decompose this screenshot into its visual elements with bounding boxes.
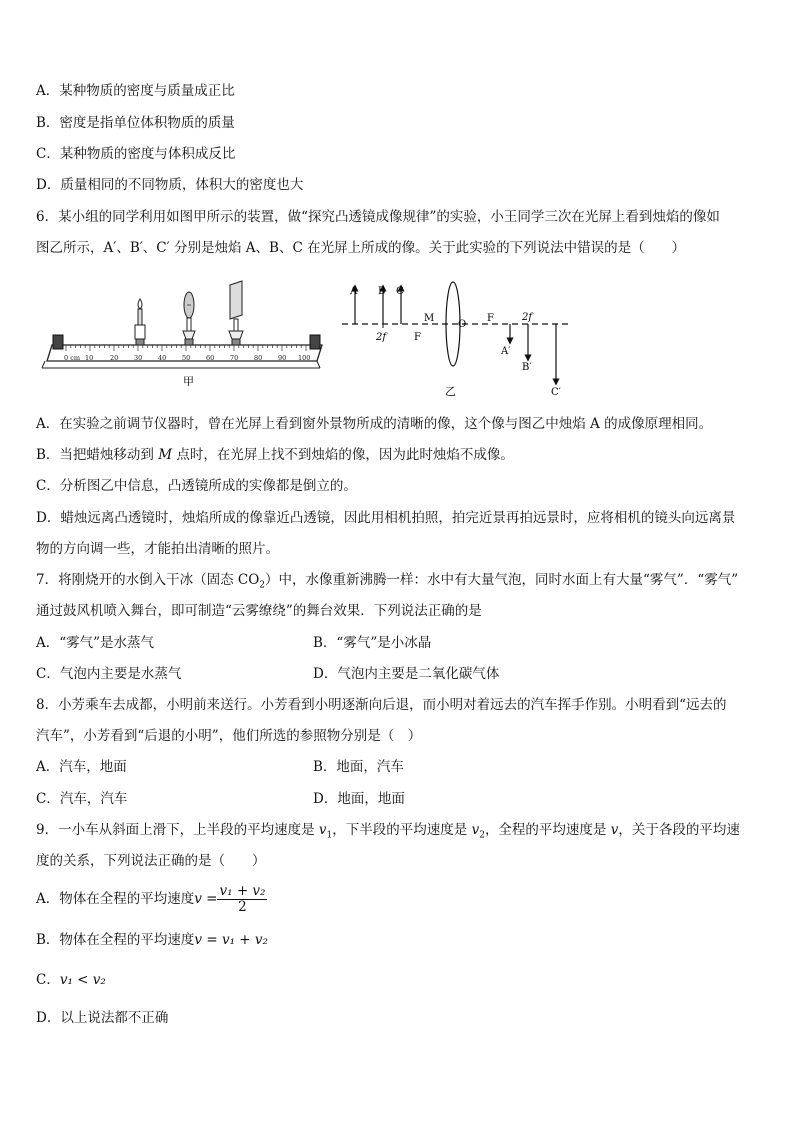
figure-yi-image-diagram xyxy=(338,278,578,400)
q7-stem-post: ）中，水像重新沸腾一样：水中有大量气泡，同时水面上有大量“雾气”．“雾气” xyxy=(265,572,739,588)
q9-v1-sub: 1 xyxy=(326,830,333,841)
figure-jia-optical-bench xyxy=(40,275,330,390)
ruler-label-20: 20 xyxy=(110,354,119,362)
ruler-label-40: 40 xyxy=(158,354,167,362)
label-c: C xyxy=(396,286,404,297)
label-a-image: A′ xyxy=(501,346,511,357)
q6-stem-line1: 6．某小组的同学利用如图甲所示的装置，做“探究凸透镜成像规律”的实验，小王同学三次在光屏上看到烛焰的像如 xyxy=(36,209,720,225)
q7-option-b: B．“雾气”是小冰晶 xyxy=(313,635,432,651)
q7-option-d: D．气泡内主要是二氧化碳气体 xyxy=(313,666,500,682)
ruler-label-50: 50 xyxy=(182,354,191,362)
q9-stem-line1 xyxy=(36,820,740,846)
ruler-label-30: 30 xyxy=(134,354,143,362)
label-2f-right: 2f xyxy=(522,312,533,323)
ruler-label-10: 10 xyxy=(85,354,94,362)
q9-option-a-fraction xyxy=(217,884,267,915)
figure-jia-caption: 甲 xyxy=(183,375,194,388)
light-screen xyxy=(229,281,243,345)
fraction-numerator: v₁ + v₂ xyxy=(219,883,266,899)
convex-lens xyxy=(183,292,195,345)
label-c-image: C′ xyxy=(551,387,561,398)
q6-option-d-line2: 物的方向调一些，才能拍出清晰的照片。 xyxy=(36,541,279,557)
label-o: O xyxy=(458,319,467,330)
q6-stem-line2: 图乙所示，A′、B′、C′ 分别是烛焰 A、B、C 在光屏上所成的像。关于此实验的下列说法中错误的是（ ） xyxy=(36,240,686,256)
q5-option-d: D．质量相同的不同物质，体积大的密度也大 xyxy=(36,177,304,193)
q8-option-c: C．汽车，汽车 xyxy=(36,791,128,807)
q7-stem-pre: 7．将刚烧开的水倒入干冰（固态 CO xyxy=(36,572,260,588)
ruler-label-80: 80 xyxy=(254,354,263,362)
label-b-image: B′ xyxy=(522,362,532,373)
q9-stem-line2: 度的关系，下列说法正确的是（ ） xyxy=(36,853,266,869)
label-b: B xyxy=(378,286,386,297)
q9-option-b xyxy=(36,930,268,950)
fraction-denominator: 2 xyxy=(238,899,247,915)
q9-stem-post: ，关于各段的平均速 xyxy=(618,822,740,838)
q9-stem-pre: 9．一小车从斜面上滑下，上半段的平均速度是 xyxy=(36,822,319,838)
q8-stem-line2: 汽车”，小芳看到“后退的小明”，他们所选的参照物分别是（ ） xyxy=(36,728,422,744)
q9-option-d: D．以上说法都不正确 xyxy=(36,1010,169,1026)
q5-option-a: A．某种物质的密度与质量成正比 xyxy=(36,83,235,99)
ruler-label-70: 70 xyxy=(230,354,239,362)
q8-stem-line1: 8．小芳乘车去成都，小明前来送行。小芳看到小明逐渐向后退，而小明对着远去的汽车挥手作别。小明看到“远去的 xyxy=(36,697,727,713)
q9-option-a-text: A．物体在全程的平均速度 xyxy=(36,891,195,907)
q9-option-c-eq: v₁ < v₂ xyxy=(59,972,106,988)
q6-option-d-line1: D．蜡烛远离凸透镜时，烛焰所成的像靠近凸透镜，因此用相机拍照，拍完近景再拍远景时，应将相机的镜头向远离景 xyxy=(36,510,736,526)
label-a: A xyxy=(350,286,358,297)
q6-option-b xyxy=(36,445,514,465)
q9-option-c xyxy=(36,970,106,990)
q7-option-a: A．“雾气”是水蒸气 xyxy=(36,635,155,651)
q7-co2-subscript: 2 xyxy=(259,580,266,591)
q6-option-b-pre: B．当把蜡烛移动到 xyxy=(36,447,159,463)
q6-option-b-post: 点时，在光屏上找不到烛焰的像，因为此时烛焰不成像。 xyxy=(172,447,514,463)
q7-stem-line1 xyxy=(36,570,738,596)
q8-option-a: A．汽车，地面 xyxy=(36,759,127,775)
ruler-label-100: 100 xyxy=(298,354,311,362)
q9-stem-mid1: ，下半段的平均速度是 xyxy=(332,822,472,838)
q8-option-b: B．地面，汽车 xyxy=(313,759,404,775)
q7-stem-line2: 通过鼓风机喷入舞台，即可制造“云雾缭绕”的舞台效果．下列说法正确的是 xyxy=(36,603,482,619)
candle xyxy=(135,299,145,345)
q5-option-c: C．某种物质的密度与体积成反比 xyxy=(36,146,236,162)
label-f-left: F xyxy=(414,332,421,343)
q9-v1: v xyxy=(318,822,327,838)
figure-yi-caption: 乙 xyxy=(445,385,456,398)
q6-option-a: A．在实验之前调节仪器时，曾在光屏上看到窗外景物所成的清晰的像，这个像与图乙中烛焰 A 的成像原理相同。 xyxy=(36,416,713,432)
q9-option-c-text: C． xyxy=(36,972,60,988)
q9-stem-mid2: ，全程的平均速度是 xyxy=(484,822,611,838)
ruler-label-90: 90 xyxy=(278,354,287,362)
label-f-right: F xyxy=(487,313,494,324)
q7-option-c: C．气泡内主要是水蒸气 xyxy=(36,666,182,682)
ruler-label-0: 0 cm xyxy=(64,354,81,362)
q6-option-c: C．分析图乙中信息，凸透镜所成的实像都是倒立的。 xyxy=(36,478,357,494)
q9-option-a xyxy=(36,884,267,915)
label-2f-left: 2f xyxy=(376,332,387,343)
q9-v2: v xyxy=(471,822,480,838)
ruler-label-60: 60 xyxy=(206,354,215,362)
q9-v2-sub: 2 xyxy=(479,830,485,841)
q5-option-b: B．密度是指单位体积物质的质量 xyxy=(36,115,235,131)
q9-option-b-text: B．物体在全程的平均速度 xyxy=(36,932,195,948)
q6-option-b-point: M xyxy=(158,447,173,463)
q9-option-b-eq: v = v₁ + v₂ xyxy=(194,932,268,948)
label-m: M xyxy=(424,313,435,324)
q9-option-a-eq: v = xyxy=(194,891,218,907)
q8-option-d: D．地面，地面 xyxy=(313,791,405,807)
q9-v: v xyxy=(610,822,619,838)
